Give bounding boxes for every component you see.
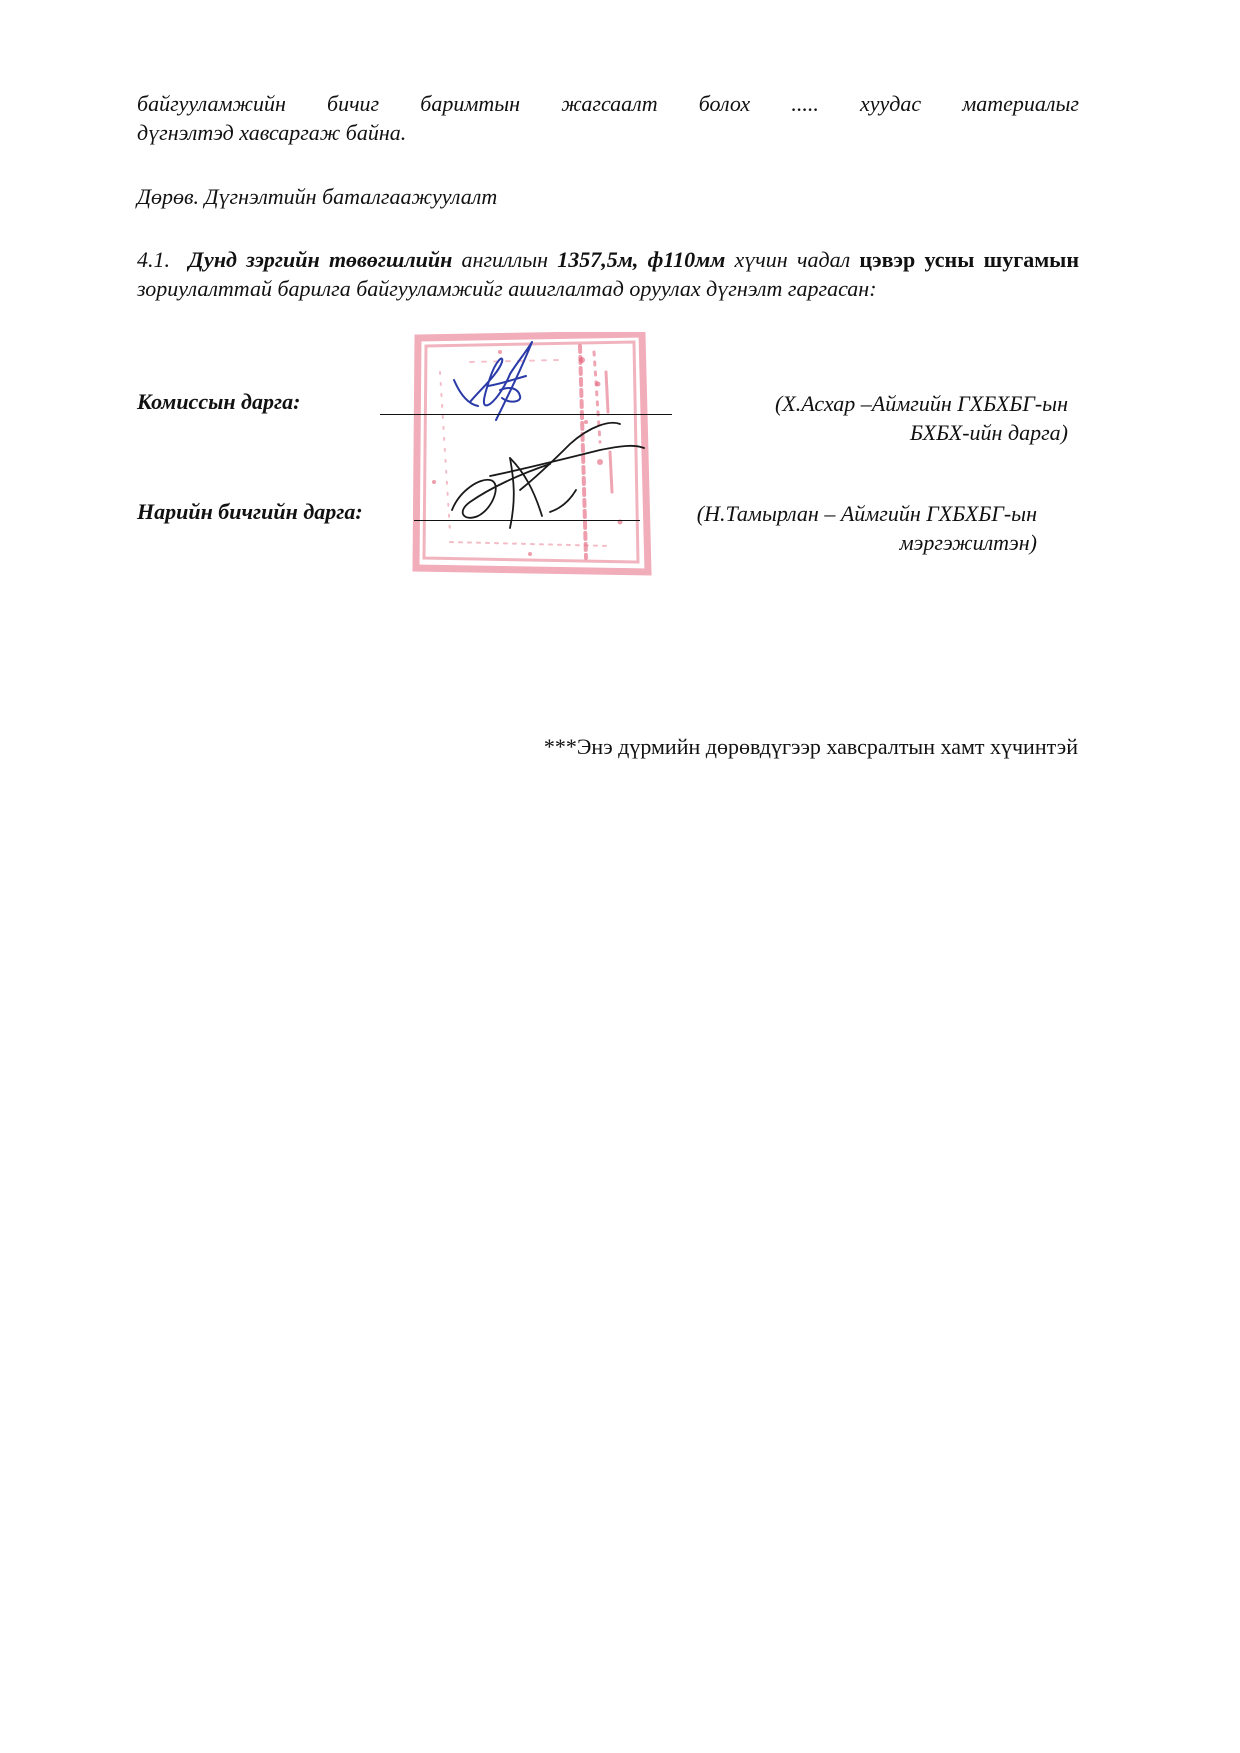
secretary-signature-line [414,520,640,521]
clause-bold-complexity: Дунд зэргийн төвөгшлийн [188,247,453,272]
handwritten-signatures [450,340,670,550]
clause-4-1 [137,245,1079,303]
intro-paragraph [137,89,1079,147]
secretary-signature [452,423,644,528]
clause-bold-length: 1357,5м, ф110мм [557,247,726,272]
secretary-role-line-1: (Н.Тамырлан – Аймгийн ГХБХБГ-ын [696,501,1037,526]
chair-role-line-1: (Х.Асхар –Аймгийн ГХБХБГ-ын [774,391,1068,416]
chair-role [775,389,1068,447]
chair-label: Комиссын дарга: [137,389,301,414]
footer-note: ***Энэ дүрмийн дөрөвдүгээр хавсралтын хамт хүчинтэй [543,734,1078,759]
secretary-role [697,499,1037,557]
chair-signature [454,342,532,420]
clause-bold-purpose: цэвэр усны шугамын [859,247,1080,272]
clause-text-1: ангиллын [452,247,558,272]
secretary-label: Нарийн бичгийн дарга: [137,499,363,524]
intro-line-1: байгууламжийн бичиг баримтын жагсаалт болох ..... хуудас материалыг [137,91,1079,116]
chair-signature-line [380,414,672,415]
clause-text-3: зориулалттай барилга байгууламжийг ашиглалтад оруулах дүгнэлт гаргасан: [137,276,877,301]
chair-role-line-2: БХБХ-ийн дарга) [909,420,1068,445]
secretary-role-line-2: мэргэжилтэн) [899,530,1037,555]
clause-number: 4.1. [137,247,170,272]
intro-line-2: дүгнэлтэд хавсаргаж байна. [137,120,407,145]
section-heading: Дөрөв. Дүгнэлтийн баталгаажуулалт [137,184,498,209]
clause-text-2: хүчин чадал [725,247,860,272]
